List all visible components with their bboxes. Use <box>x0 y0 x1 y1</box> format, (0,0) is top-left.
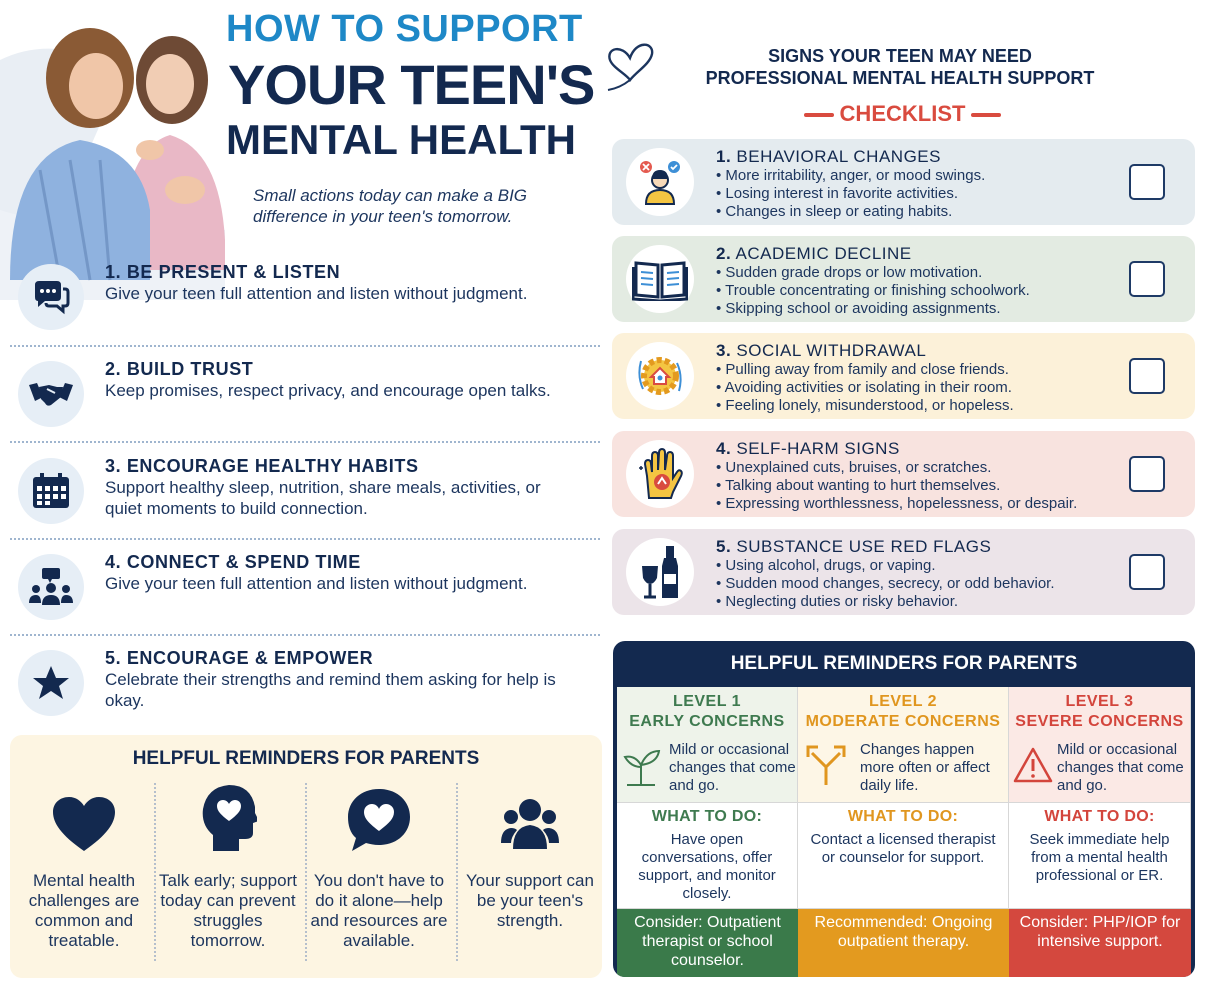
level-1-cell <box>617 687 798 803</box>
right-reminders-panel <box>613 641 1195 977</box>
checklist-heading <box>795 101 1010 127</box>
checklist-title: 1. BEHAVIORAL CHANGES <box>716 147 941 166</box>
emotion-person-icon <box>626 148 694 216</box>
reminder-text: Mental health challenges are common and treatable. <box>28 871 140 950</box>
divider <box>10 345 600 347</box>
tip-3 <box>14 456 598 528</box>
tip-text: Give your teen full attention and listen without judgment. <box>105 574 528 593</box>
checklist-title: 4. SELF-HARM SIGNS <box>716 439 900 458</box>
tip-title: 5. ENCOURAGE & EMPOWER <box>105 648 374 668</box>
level-2-cell <box>798 687 1009 803</box>
calendar-icon <box>18 458 84 524</box>
recommendation-1: Consider: Outpatient therapist or school counselor. <box>617 909 798 977</box>
open-book-icon <box>626 245 694 313</box>
tip-title: 3. ENCOURAGE HEALTHY HABITS <box>105 456 419 476</box>
level-name: SEVERE CONCERNS <box>1015 713 1184 730</box>
recommendation-3: Consider: PHP/IOP for intensive support. <box>1009 909 1191 977</box>
tip-4 <box>14 552 598 624</box>
what-to-do-3 <box>1009 803 1191 909</box>
reminder-item <box>456 785 604 975</box>
checkbox[interactable] <box>1129 554 1165 590</box>
checkbox[interactable] <box>1129 164 1165 200</box>
heart-icon <box>10 785 158 853</box>
checklist-item-4 <box>612 431 1195 517</box>
head-heart-icon <box>154 785 302 853</box>
tip-5 <box>14 648 598 720</box>
tip-title: 2. BUILD TRUST <box>105 359 254 379</box>
level-desc: Mild or occasional changes that come and go. <box>1057 741 1184 794</box>
reminder-item <box>154 785 302 975</box>
checklist-item-2 <box>612 236 1195 322</box>
checklist-bullets: • Using alcohol, drugs, or vaping. • Sudden mood changes, secrecy, or odd behavior. • Neglecting duties or risky behavior. <box>716 557 1055 610</box>
checklist-bullets: • Sudden grade drops or low motivation. • Trouble concentrating or finishing schoolwork. • Skipping school or avoiding assignments. <box>716 264 1030 317</box>
heart-bubble-icon <box>305 785 453 853</box>
divider <box>10 634 600 636</box>
checklist-title: 2. ACADEMIC DECLINE <box>716 244 912 263</box>
gear-home-icon <box>626 342 694 410</box>
level-desc: Changes happen more often or affect daily life. <box>860 741 990 794</box>
left-reminders-panel <box>10 735 602 978</box>
tip-title: 1. BE PRESENT & LISTEN <box>105 262 341 282</box>
signs-title <box>660 45 1140 89</box>
checklist-item-3 <box>612 333 1195 419</box>
checklist-title: 3. SOCIAL WITHDRAWAL <box>716 341 927 360</box>
checkbox[interactable] <box>1129 358 1165 394</box>
tip-text: Give your teen full attention and listen without judgment. <box>105 284 528 303</box>
left-reminders-title: HELPFUL REMINDERS FOR PARENTS <box>132 748 480 769</box>
what-to-do-label: WHAT TO DO: <box>1044 808 1155 825</box>
people-icon <box>456 785 604 853</box>
hand-warning-icon <box>626 440 694 508</box>
reminder-text: Your support can be your teen's strength. <box>466 871 594 930</box>
tagline: Small actions today can make a BIG difference in your teen's tomorrow. <box>253 186 528 226</box>
signs-title-line-1: SIGNS YOUR TEEN MAY NEED <box>768 46 1032 66</box>
right-reminders-title: HELPFUL REMINDERS FOR PARENTS <box>730 653 1078 674</box>
tip-title: 4. CONNECT & SPEND TIME <box>105 552 361 572</box>
tip-text: Keep promises, respect privacy, and encourage open talks. <box>105 381 551 400</box>
reminder-item <box>10 785 158 975</box>
group-icon <box>18 554 84 620</box>
what-to-do-text: Have open conversations, offer support, and monitor closely. <box>638 831 776 902</box>
checkbox[interactable] <box>1129 456 1165 492</box>
star-icon <box>18 650 84 716</box>
title-line-3: MENTAL HEALTH <box>226 116 576 163</box>
recommendation-2: Recommended: Ongoing outpatient therapy. <box>798 909 1009 977</box>
heart-doodle-icon <box>600 24 660 99</box>
tip-text: Support healthy sleep, nutrition, share meals, activities, or quiet moments to build connection. <box>105 478 541 518</box>
level-name: MODERATE CONCERNS <box>805 713 1001 730</box>
what-to-do-1 <box>617 803 798 909</box>
title-line-1: HOW TO SUPPORT <box>226 8 583 50</box>
tip-text: Celebrate their strengths and remind them asking for help is okay. <box>105 670 556 710</box>
signs-title-line-2: PROFESSIONAL MENTAL HEALTH SUPPORT <box>705 68 1095 88</box>
level-3-cell <box>1009 687 1191 803</box>
checkbox[interactable] <box>1129 261 1165 297</box>
tip-1 <box>14 262 598 334</box>
checklist-item-5 <box>612 529 1195 615</box>
level-desc: Mild or occasional changes that come and go. <box>669 741 796 794</box>
chat-bubbles-icon <box>18 264 84 330</box>
divider <box>10 441 600 443</box>
checklist-label: CHECKLIST <box>839 101 966 126</box>
reminder-text: Talk early; support today can prevent struggles tomorrow. <box>159 871 297 950</box>
what-to-do-label: WHAT TO DO: <box>651 808 763 825</box>
what-to-do-text: Contact a licensed therapist or counselor for support. <box>810 831 996 866</box>
divider <box>10 538 600 540</box>
reminder-text: You don't have to do it alone—help and resources are available. <box>310 871 448 950</box>
warning-triangle-icon <box>1013 747 1053 788</box>
checklist-bullets: • Unexplained cuts, bruises, or scratches. • Talking about wanting to hurt themselves. • Expressing worthlessness, hopelessness, or despair. <box>716 459 1078 512</box>
handshake-icon <box>18 361 84 427</box>
level-name: EARLY CONCERNS <box>629 713 785 730</box>
checklist-bullets: • Pulling away from family and close friends. • Avoiding activities or isolating in their room. • Feeling lonely, misunderstood, or hopeless. <box>716 361 1014 414</box>
bottle-glass-icon <box>626 538 694 606</box>
checklist-bullets: • More irritability, anger, or mood swings. • Losing interest in favorite activities. • Changes in sleep or eating habits. <box>716 167 986 220</box>
sprout-icon <box>621 743 661 792</box>
what-to-do-text: Seek immediate help from a mental health professional or ER. <box>1029 831 1170 884</box>
split-arrow-icon <box>804 741 848 792</box>
checklist-item-1 <box>612 139 1195 225</box>
level-label: LEVEL 3 <box>1065 693 1134 710</box>
reminder-item <box>305 785 453 975</box>
what-to-do-label: WHAT TO DO: <box>847 808 959 825</box>
tip-2 <box>14 359 598 431</box>
title-line-2: YOUR TEEN'S <box>228 53 595 116</box>
level-label: LEVEL 1 <box>672 693 742 710</box>
level-label: LEVEL 2 <box>868 693 938 710</box>
what-to-do-2 <box>798 803 1009 909</box>
checklist-title: 5. SUBSTANCE USE RED FLAGS <box>716 537 992 556</box>
mother-teen-photo <box>0 0 225 300</box>
